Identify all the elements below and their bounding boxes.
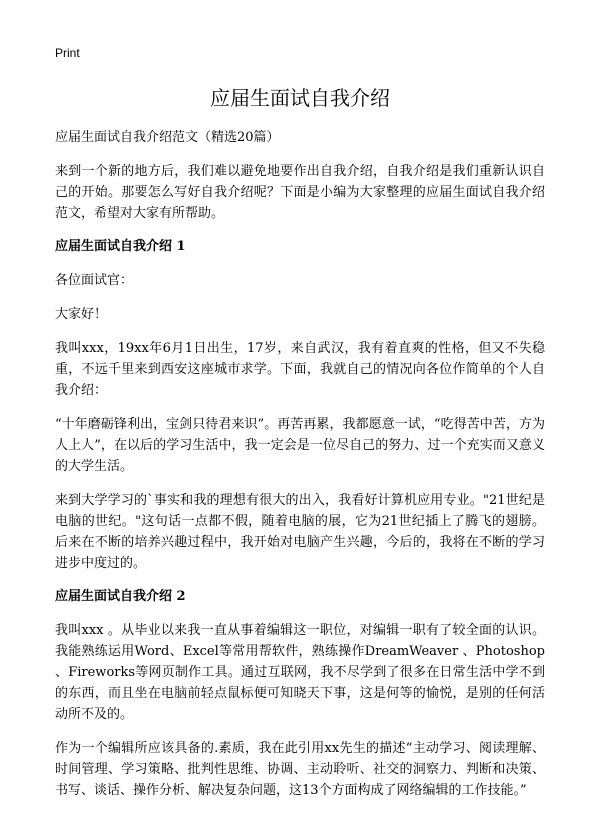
section-heading-2: 应届生面试自我介绍 2 [55, 589, 186, 604]
section-1-paragraph: 各位面试官： [55, 273, 134, 288]
section-2-paragraph: 我叫xxx 。从毕业以来我一直从事着编辑这一职位，对编辑一职有了较全面的认识。我能熟练运用Word、Excel等常用帮软件，熟练操作DreamWeaver 、Photoshop 、Fireworks等网页制作工具。通过互联网，我不尽学到了很多在日常生活中学不到的东西，而且坐在电脑前轻点鼠标便可知晓天下事，这是何等的愉悦，是别的任何活动所不及的。 [55, 623, 545, 722]
intro-paragraph: 来到一个新的地方后，我们难以避免地要作出自我介绍，自我介绍是我们重新认识自己的开始。那要怎么写好自我介绍呢？下面是小编为大家整理的应届生面试自我介绍范文，希望对大家有所帮助。 [55, 164, 545, 221]
section-heading-1: 应届生面试自我介绍 1 [55, 239, 186, 254]
page-title: 应届生面试自我介绍 [210, 86, 390, 110]
section-1-paragraph: 我叫xxx，19xx年6月1日出生，17岁，来自武汉，我有着直爽的性格，但又不失稳重，不远千里来到西安这座城市求学。下面，我就自己的情况向各位作简单的个人自我介绍： [55, 341, 545, 398]
subtitle: 应届生面试自我介绍范文（精选20篇） [55, 130, 280, 145]
print-label: Print [55, 46, 80, 60]
section-1-paragraph: “十年磨砺锋利出，宝剑只待君来识”。再苦再累，我都愿意一试，“吃得苦中苦，方为人上人”，在以后的学习生活中，我一定会是一位尽自己的努力、过一个充实而又意义的大学生活。 [55, 417, 545, 474]
section-1-paragraph: 大家好！ [55, 307, 108, 322]
section-1-paragraph: 来到大学学习的`事实和我的理想有很大的出入，我看好计算机应用专业。"21世纪是电脑的世纪。"这句话一点都不假，随着电脑的展，它为21世纪插上了腾飞的翅膀。后来在不断的培养兴趣过程中，我开始对电脑产生兴趣，今后的，我将在不断的学习进步中度过的。 [55, 493, 545, 571]
section-2-paragraph: 作为一个编辑所应该具备的.素质，我在此引用xx先生的描述“主动学习、阅读理解、时间管理、学习策略、批判性思维、协调、主动聆听、社交的洞察力、判断和决策、书写、谈话、操作分析、解决复杂问题，这13个方面构成了网络编辑的工作技能。” [55, 741, 545, 798]
